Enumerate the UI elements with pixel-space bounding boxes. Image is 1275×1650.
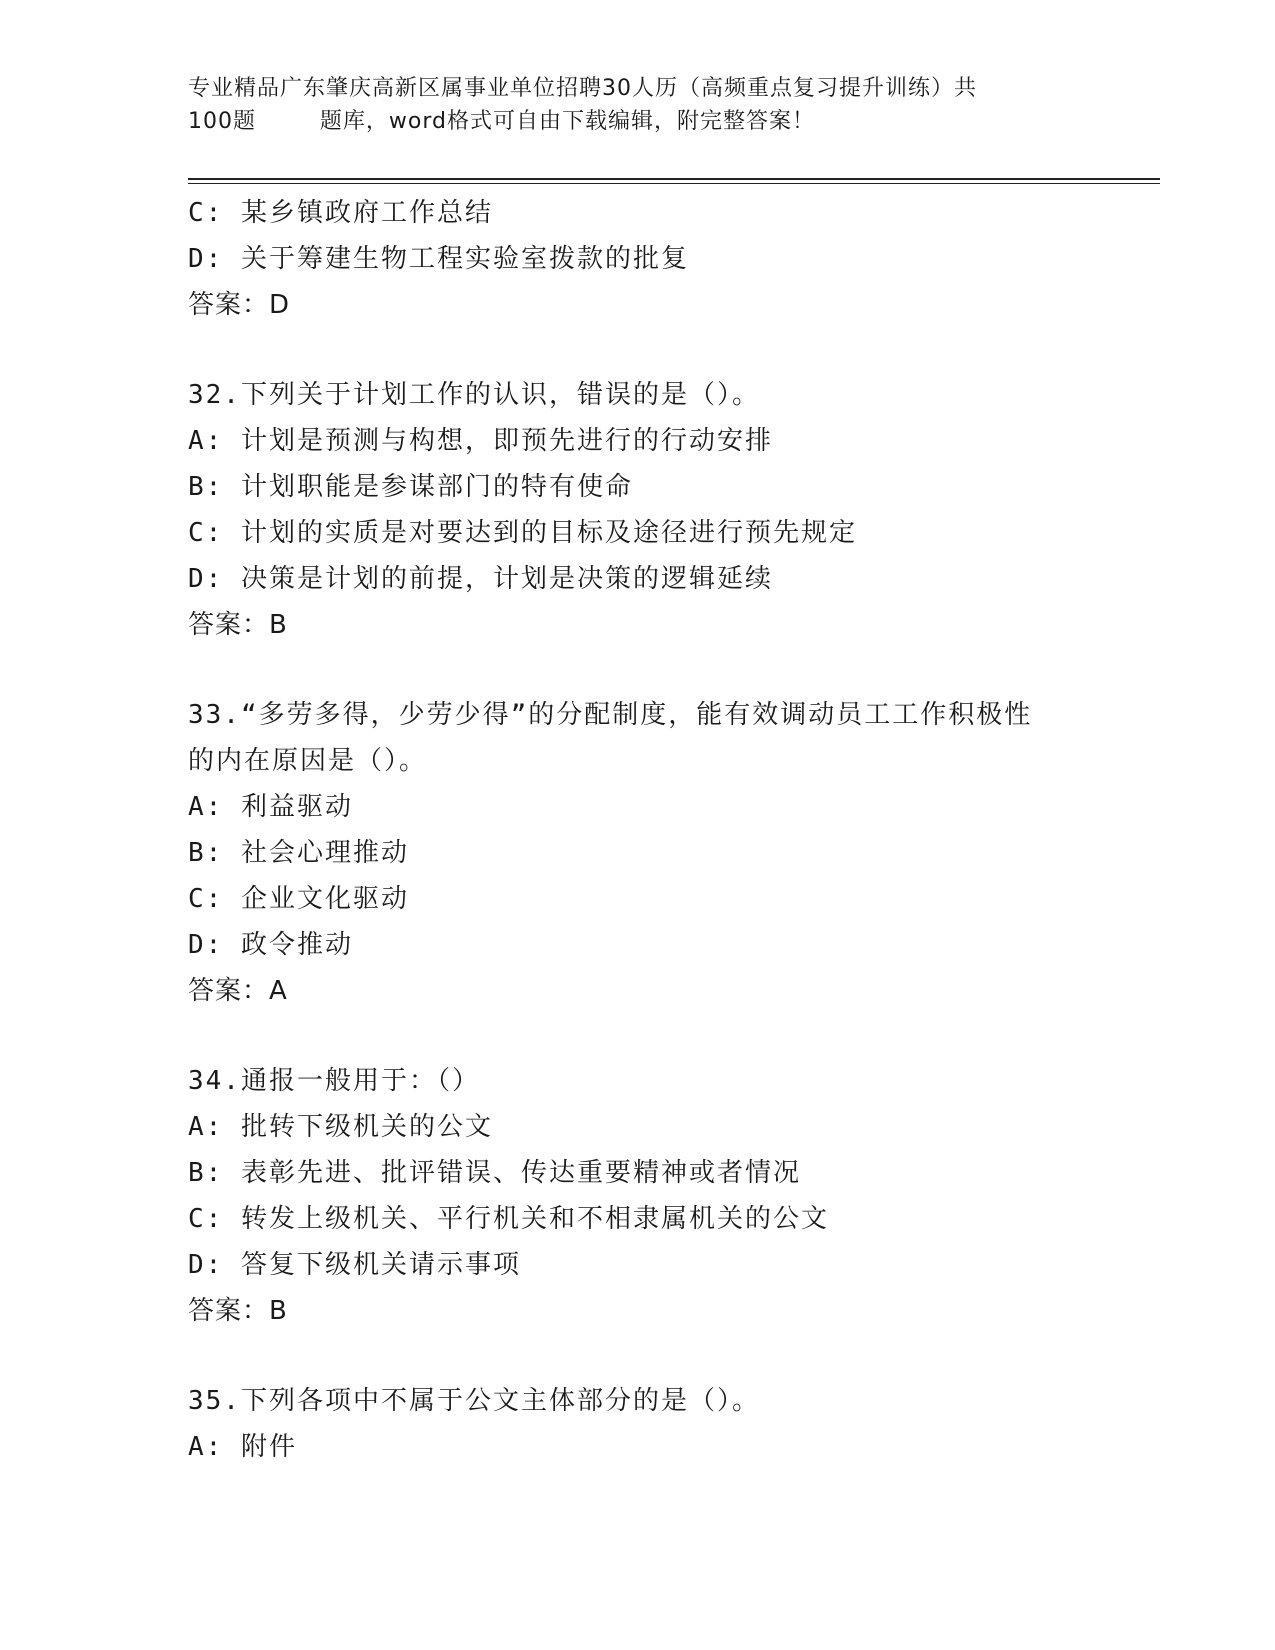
header-divider-thin <box>188 183 1160 184</box>
block-spacer <box>188 328 1168 372</box>
option-d: D: 决策是计划的前提，计划是决策的逻辑延续 <box>188 564 773 594</box>
document-header <box>188 72 1088 138</box>
option-d: D: 答复下级机关请示事项 <box>188 1250 521 1280</box>
option-d: D: 政令推动 <box>188 930 353 960</box>
question-block <box>188 372 1168 648</box>
option-c: C: 计划的实质是对要达到的目标及途径进行预先规定 <box>188 518 857 548</box>
answer-line: 答案：B <box>188 1296 288 1326</box>
header-title-line-1: 专业精品广东肇庆高新区属事业单位招聘30人历（高频重点复习提升训练）共 <box>188 76 977 101</box>
answer-line: 答案：A <box>188 976 288 1006</box>
option-b: B: 社会心理推动 <box>188 838 409 868</box>
option-c: C: 转发上级机关、平行机关和不相隶属机关的公文 <box>188 1204 829 1234</box>
header-title-line-2: 100题 题库，word格式可自由下载编辑，附完整答案！ <box>188 109 816 134</box>
option-a: A: 利益驱动 <box>188 792 353 822</box>
option-a: A: 批转下级机关的公文 <box>188 1112 493 1142</box>
question-stem: 32.下列关于计划工作的认识，错误的是（）。 <box>188 380 760 410</box>
answer-line: 答案：B <box>188 610 288 640</box>
question-block <box>188 1378 1168 1470</box>
question-block <box>188 1058 1168 1334</box>
block-spacer <box>188 648 1168 692</box>
question-stem: 34.通报一般用于：（） <box>188 1066 480 1096</box>
question-block <box>188 190 1168 328</box>
header-divider-thick <box>188 178 1160 180</box>
question-stem: 33.“多劳多得，少劳少得”的分配制度，能有效调动员工工作积极性 <box>188 700 1033 730</box>
question-stem-continued: 的内在原因是（）。 <box>188 746 428 776</box>
block-spacer <box>188 1014 1168 1058</box>
option-b: B: 表彰先进、批评错误、传达重要精神或者情况 <box>188 1158 801 1188</box>
option-c: C: 某乡镇政府工作总结 <box>188 198 493 228</box>
option-c: C: 企业文化驱动 <box>188 884 409 914</box>
question-stem: 35.下列各项中不属于公文主体部分的是（）。 <box>188 1386 760 1416</box>
question-list <box>188 190 1168 1470</box>
option-a: A: 附件 <box>188 1432 297 1462</box>
option-b: B: 计划职能是参谋部门的特有使命 <box>188 472 633 502</box>
option-d: D: 关于筹建生物工程实验室拨款的批复 <box>188 244 689 274</box>
question-block <box>188 692 1168 1014</box>
block-spacer <box>188 1334 1168 1378</box>
answer-line: 答案：D <box>188 290 291 320</box>
option-a: A: 计划是预测与构想，即预先进行的行动安排 <box>188 426 773 456</box>
